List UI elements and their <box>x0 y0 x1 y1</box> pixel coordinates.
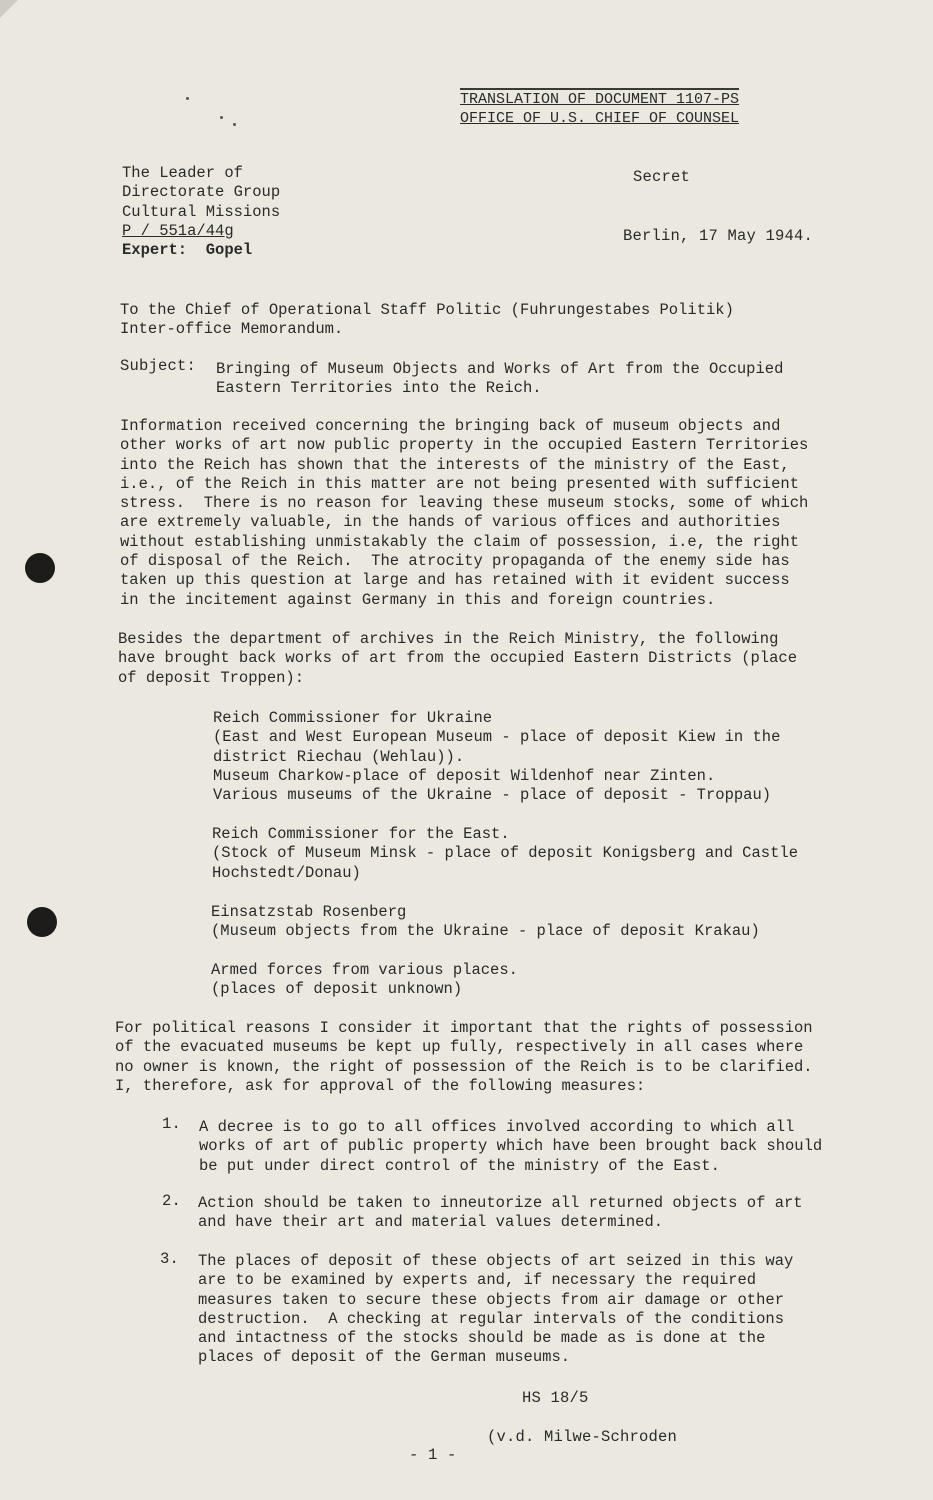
measure-number: 2. <box>162 1192 182 1210</box>
ink-speck <box>220 116 223 119</box>
document-header <box>460 88 739 128</box>
list-group-ukraine <box>213 709 780 805</box>
header-title: TRANSLATION OF DOCUMENT 1107-PS <box>460 88 739 109</box>
text-line: A decree is to go to all offices involved according to which all <box>199 1118 795 1136</box>
text-line: and have their art and material values determined. <box>198 1213 664 1232</box>
text-line: be put under direct control of the ministry of the East. <box>199 1156 720 1175</box>
text-line: taken up this question at large and has retained with it evident success <box>120 571 790 590</box>
list-group-armed-forces <box>211 961 518 1000</box>
sender-block <box>122 164 280 260</box>
text-line: Information received concerning the bringing back of museum objects and <box>120 417 781 435</box>
paragraph-besides <box>118 630 797 688</box>
addressee-line: To the Chief of Operational Staff Politic (Fuhrungestabes Politik) <box>120 301 734 319</box>
text-line: of disposal of the Reich. The atrocity propaganda of the enemy side has <box>120 552 790 571</box>
list-item: Einsatzstab Rosenberg <box>211 903 407 921</box>
classification: Secret <box>633 168 691 186</box>
list-item: (Museum objects from the Ukraine - place of deposit Krakau) <box>211 922 760 941</box>
text-line: of the evacuated museums be kept up fully, respectively in all cases where <box>115 1038 804 1057</box>
measure-item <box>198 1194 803 1233</box>
text-line: and intactness of the stocks should be made as is done at the <box>198 1329 766 1348</box>
text-line: destruction. A checking at regular intervals of the conditions <box>198 1309 784 1328</box>
text-line: works of art of public property which have been brought back should <box>199 1137 823 1156</box>
text-line: Action should be taken to inneutorize all returned objects of art <box>198 1194 803 1212</box>
list-item: Armed forces from various places. <box>211 961 518 979</box>
ink-speck <box>233 123 236 126</box>
list-item: Reich Commissioner for Ukraine <box>213 709 493 727</box>
signature: (v.d. Milwe-Schroden <box>487 1428 678 1446</box>
text-line: are to be examined by experts and, if necessary the required <box>198 1271 757 1290</box>
list-item: (East and West European Museum - place of deposit Kiew in the <box>213 728 781 747</box>
text-line: no owner is known, the right of possession of the Reich is to be clarified. <box>115 1057 813 1076</box>
text-line: have brought back works of art from the occupied Eastern Districts (place <box>118 649 798 668</box>
subject-label: Subject: <box>120 357 197 375</box>
list-item: district Riechau (Wehlau)). <box>213 747 465 766</box>
text-line: Besides the department of archives in the Reich Ministry, the following <box>118 630 779 648</box>
text-line: in the incitement against Germany in this and foreign countries. <box>120 590 716 609</box>
text-line: The places of deposit of these objects of art seized in this way <box>198 1252 794 1270</box>
text-line: other works of art now public property in the occupied Eastern Territories <box>120 436 809 455</box>
list-group-east <box>212 825 798 883</box>
text-line: without establishing unmistakably the claim of possession, i.e, the right <box>120 532 800 551</box>
list-item: Museum Charkow-place of deposit Wildenhof near Zinten. <box>213 766 716 785</box>
paragraph-political <box>115 1019 813 1096</box>
list-item: (Stock of Museum Minsk - place of deposit Konigsberg and Castle <box>212 844 798 863</box>
addressee-line: Inter-office Memorandum. <box>120 320 344 339</box>
text-line: For political reasons I consider it important that the rights of possession <box>115 1019 813 1037</box>
measure-item <box>199 1118 822 1176</box>
date-line: Berlin, 17 May 1944. <box>623 227 814 245</box>
measure-item <box>198 1252 793 1368</box>
expert-line: Expert: Gopel <box>122 241 253 260</box>
measure-number: 3. <box>160 1250 180 1268</box>
folded-corner <box>0 0 18 18</box>
subject-text <box>216 360 783 399</box>
subject-line: Bringing of Museum Objects and Works of Art from the Occupied <box>216 360 784 378</box>
list-group-einsatzstab <box>211 903 760 942</box>
sender-line: The Leader of <box>122 164 243 182</box>
addressee-block <box>120 301 734 340</box>
list-item: (places of deposit unknown) <box>211 980 463 999</box>
header-office: OFFICE OF U.S. CHIEF OF COUNSEL <box>460 110 740 127</box>
text-line: measures taken to secure these objects from air damage or other <box>198 1290 784 1309</box>
paragraph-information <box>120 417 808 610</box>
page-number: - 1 - <box>409 1446 457 1464</box>
sender-line: Cultural Missions <box>122 202 281 221</box>
text-line: of deposit Troppen): <box>118 668 305 687</box>
text-line: I, therefore, ask for approval of the following measures: <box>115 1076 646 1095</box>
text-line: i.e., of the Reich in this matter are not being presented with sufficient <box>120 474 800 493</box>
text-line: into the Reich has shown that the interests of the ministry of the East, <box>120 455 790 474</box>
list-item: Various museums of the Ukraine - place of deposit - Troppau) <box>213 786 772 805</box>
text-line: are extremely valuable, in the hands of various offices and authorities <box>120 513 781 532</box>
punch-hole-upper <box>25 553 55 583</box>
sender-line: Directorate Group <box>122 183 281 202</box>
reference-number: P / 551a/44g <box>122 221 234 240</box>
ink-speck <box>186 97 189 100</box>
list-item: Reich Commissioner for the East. <box>212 825 510 843</box>
text-line: places of deposit of the German museums. <box>198 1348 571 1367</box>
punch-hole-lower <box>27 907 57 937</box>
measure-number: 1. <box>162 1115 182 1133</box>
closing-code: HS 18/5 <box>522 1389 589 1407</box>
subject-line: Eastern Territories into the Reich. <box>216 379 542 398</box>
list-item: Hochstedt/Donau) <box>212 863 361 882</box>
text-line: stress. There is no reason for leaving these museum stocks, some of which <box>120 494 809 513</box>
